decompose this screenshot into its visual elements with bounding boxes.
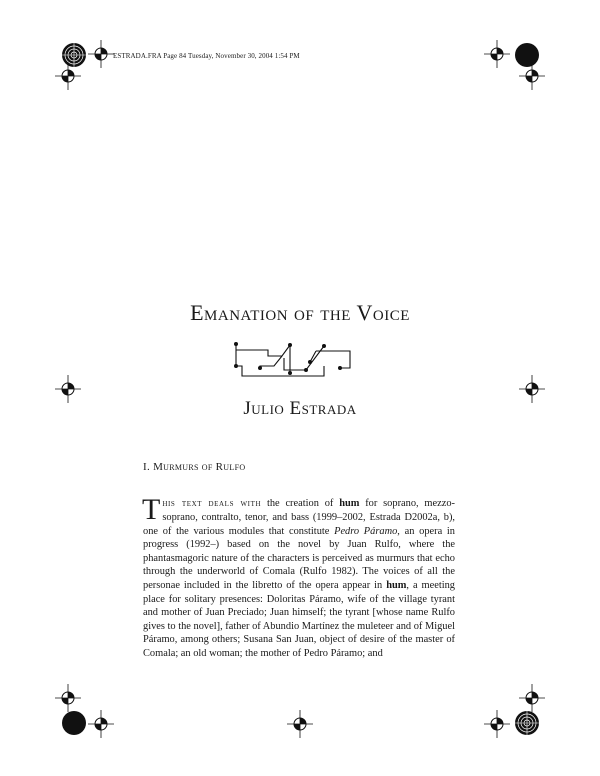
work-title-bold: hum [339, 498, 360, 510]
body-text-run: for soprano, mezzo-soprano, contralto, tenor, and bass (1999–2002, Estrada D2002a, b), one of the various modules that constitute [143, 498, 456, 537]
opera-title-italic: Pedro Páramo [334, 525, 398, 537]
author-name: Julio Estrada [243, 398, 357, 419]
page-title: Emanation of the Voice [190, 299, 410, 325]
section-heading [143, 461, 245, 473]
registration-target-icon [61, 710, 87, 736]
crosshair-icon [55, 62, 81, 90]
body-text-run: , an opera in progress (1992–) based on the novel by Juan Rulfo, where the phantasmagoric nature of the characters is perceived as murmurs that echo through the underworld of Comala (Rulfo 1982). The voices of all the personae included in the libretto of the opera appear in [143, 525, 455, 591]
crosshair-icon [55, 684, 81, 712]
print-slug: ESTRADA.FRA Page 84 Tuesday, November 30, 2004 1:54 PM [113, 52, 300, 60]
graphic-score-glyph [228, 338, 358, 384]
drop-cap: T [142, 493, 161, 527]
crosshair-icon [88, 710, 114, 738]
lead-in: his text deals with [162, 498, 262, 510]
crosshair-icon [287, 710, 313, 738]
registration-target-icon [514, 710, 540, 736]
section-title: Murmurs of Rulfo [153, 461, 246, 473]
body-paragraph [142, 493, 456, 660]
work-title-bold: hum [386, 579, 407, 591]
section-number: I. [143, 461, 151, 473]
crosshair-icon [88, 40, 114, 68]
crosshair-icon [484, 40, 510, 68]
body-text-run: , a meeting place for solitary presences: Doloritas Páramo, wife of the village tyrant and mother of Juan Preciado; Juan himself; the tyrant [whose name Rulfo gives to the novel], father of Abundio Martínez the muleteer and of Miguel Páramo, among others; Susana San Juan, object of desire of the master of Comala; an old woman; the mother of Pedro Páramo; and [143, 579, 455, 659]
crosshair-icon [519, 684, 545, 712]
crosshair-icon [519, 62, 545, 90]
crosshair-icon [484, 710, 510, 738]
body-text-run: the creation of [261, 498, 340, 510]
